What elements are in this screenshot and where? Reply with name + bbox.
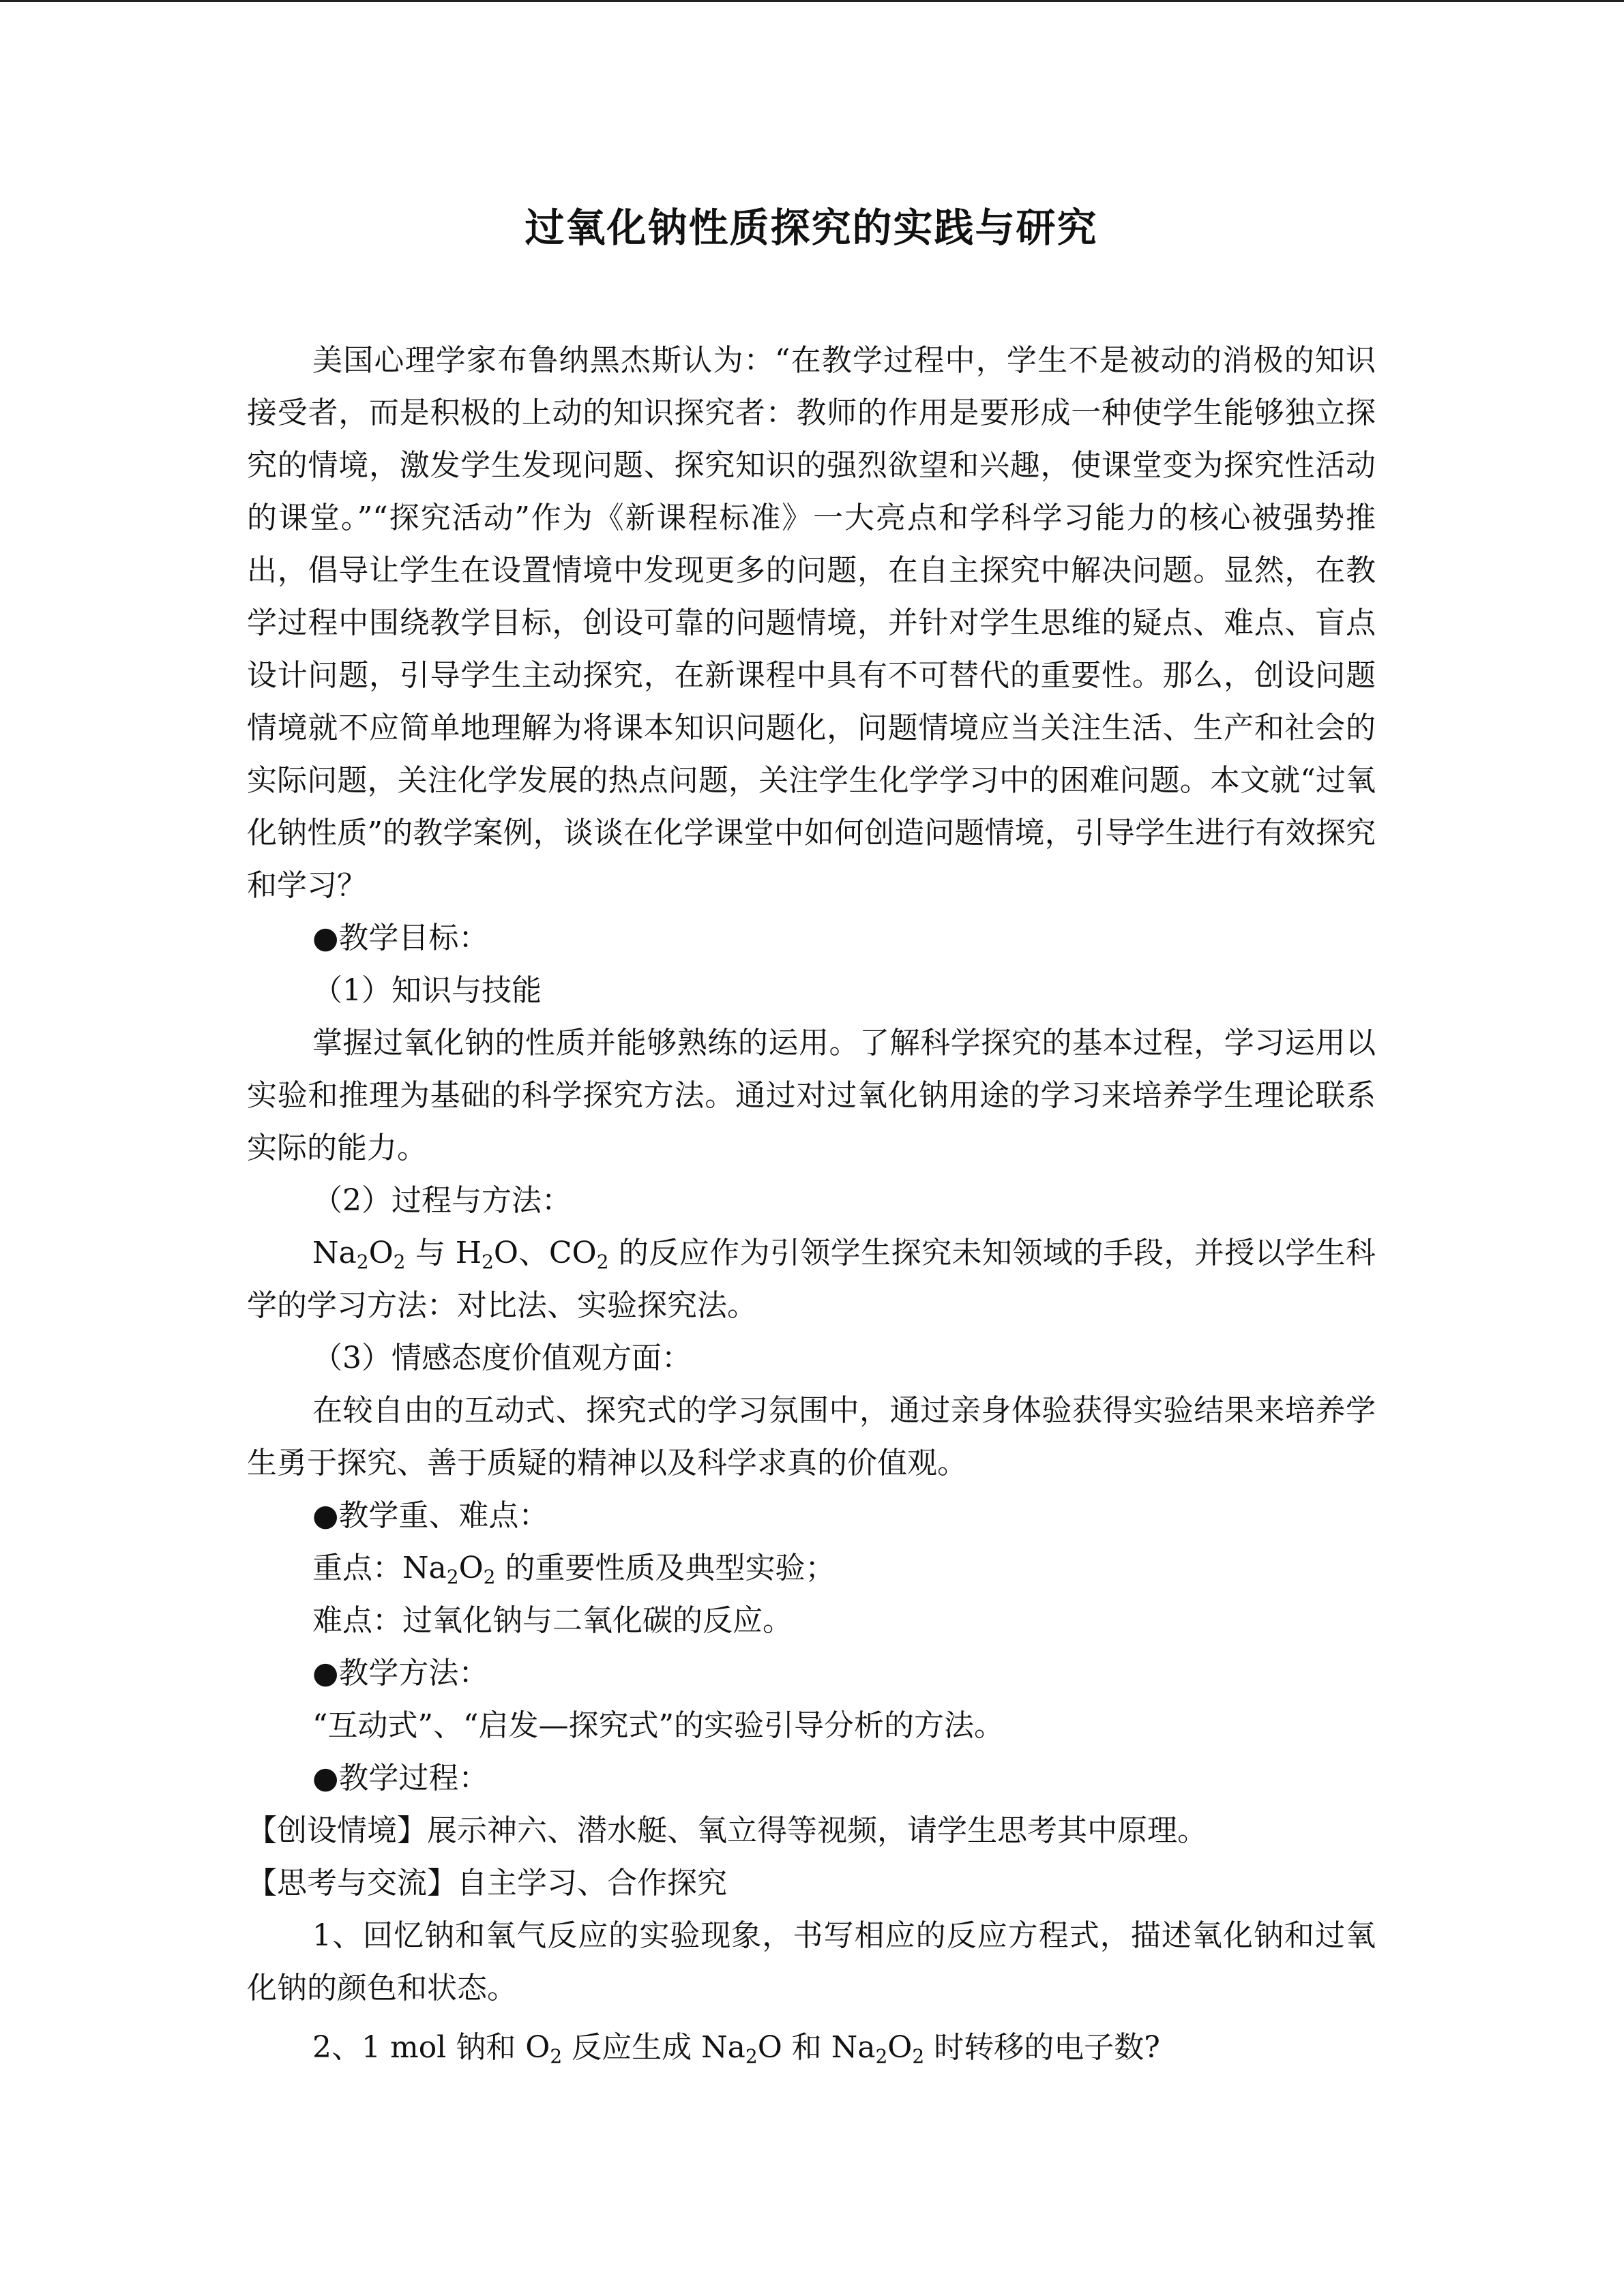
key-points-heading: ●教学重、难点： <box>312 1497 549 1533</box>
scene-text: 【创设情境】展示神六、潜水艇、氧立得等视频，请学生思考其中原理。 <box>247 1813 1207 1848</box>
emotion-heading: （3）情感态度价值观方面： <box>312 1340 692 1375</box>
top-border-line <box>0 0 1624 2</box>
page-title: 过氧化钠性质探究的实践与研究 <box>525 205 1098 251</box>
difficult-point-text: 难点：过氧化钠与二氧化碳的反应。 <box>312 1602 793 1638</box>
key-point-text: 重点：$Na_2O_2$ 的重要性质及典型实验； <box>312 1550 836 1588</box>
emotion-text: 在较自由的互动式、探究式的学习氛围中，通过亲身体验获得实验结果来培养学生勇于探究、善于质疑的精神以及科学求真的价值观。 <box>247 1392 1376 1480</box>
teaching-process-heading: ●教学过程： <box>312 1760 489 1795</box>
document-page <box>247 205 1376 2074</box>
think-text: 【思考与交流】自主学习、合作探究 <box>247 1865 727 1900</box>
objectives-heading: ●教学目标： <box>312 920 489 955</box>
process-method-text: $Na_2O_2$ 与 $H_2O$、$CO_2$ 的反应作为引领学生探究未知领域的手段，并授以学生科学的学习方法：对比法、实验探究法。 <box>247 1235 1376 1323</box>
intro-paragraph: 美国心理学家布鲁纳黑杰斯认为：“在教学过程中，学生不是被动的消极的知识接受者，而是积极的上动的知识探究者：教师的作用是要形成一种使学生能够独立探究的情境，激发学生发现问题、探究知识的强烈欲望和兴趣，使课堂变为探究性活动的课堂。”“探究活动”作为《新课程标准》一大亮点和学科学习能力的核心被强势推出，倡导让学生在设置情境中发现更多的问题，在自主探究中解决问题。显然，在教学过程中围绕教学目标，创设可靠的问题情境，并针对学生思维的疑点、难点、盲点设计问题，引导学生主动探究，在新课程中具有不可替代的重要性。那么，创设问题情境就不应简单地理解为将课本知识问题化，问题情境应当关注生活、生产和社会的实际问题，关注化学发展的热点问题，关注学生化学学习中的困难问题。本文就“过氧化钠性质”的教学案例，谈谈在化学课堂中如何创造问题情境，引导学生进行有效探究和学习？ <box>247 342 1376 903</box>
method-text: “互动式”、“启发—探究式”的实验引导分析的方法。 <box>312 1708 1004 1743</box>
knowledge-heading: （1）知识与技能 <box>312 972 542 1008</box>
process-method-heading: （2）过程与方法： <box>312 1182 572 1218</box>
question-2: 2、1 mol 钠和 $O_2$ 反应生成 $Na_2O$ 和 $Na_2O_2$ 时转移的电子数? <box>312 2029 1160 2068</box>
method-heading: ●教学方法： <box>312 1655 489 1690</box>
knowledge-text: 掌握过氧化钠的性质并能够熟练的运用。了解科学探究的基本过程，学习运用以实验和推理为基础的科学探究方法。通过对过氧化钠用途的学习来培养学生理论联系实际的能力。 <box>247 1025 1376 1165</box>
question-1: 1、回忆钠和氧气反应的实验现象，书写相应的反应方程式，描述氧化钠和过氧化钠的颜色和状态。 <box>247 1918 1376 2006</box>
